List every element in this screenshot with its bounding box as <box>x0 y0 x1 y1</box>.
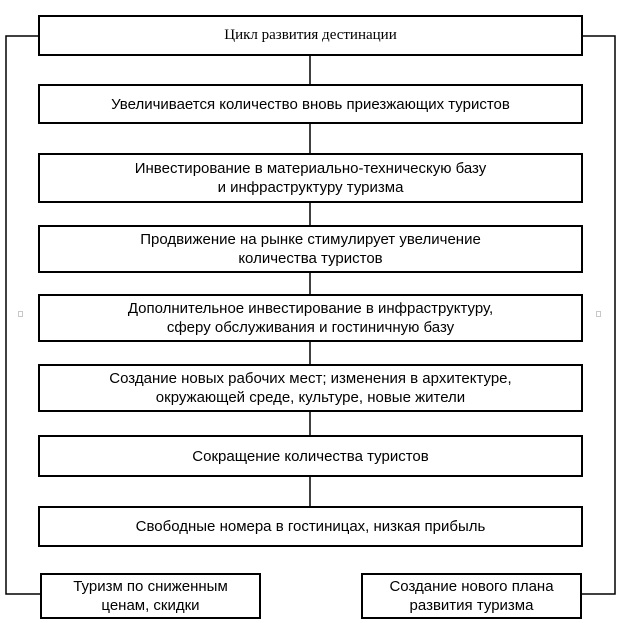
cycle-title: Цикл развития дестинации <box>224 27 397 43</box>
step-box-7 <box>38 506 583 547</box>
step-box-1 <box>38 84 583 124</box>
step-box-5 <box>38 364 583 412</box>
branch-left-line-1: Туризм по сниженным <box>73 578 228 595</box>
step-7-line-1: Свободные номера в гостиницах, низкая прибыль <box>135 518 486 535</box>
branch-box-left <box>40 573 261 619</box>
left-anchor-marker <box>18 311 23 317</box>
step-5-line-2: окружающей среде, культуре, новые жители <box>155 389 466 406</box>
cycle-title-box <box>38 15 583 56</box>
step-4-line-1: Дополнительное инвестирование в инфраструктуру, <box>127 300 494 317</box>
step-1-line-1: Увеличивается количество вновь приезжающих туристов <box>111 95 510 113</box>
step-2-line-2: и инфраструктуру туризма <box>217 179 404 196</box>
step-box-2 <box>38 153 583 203</box>
loop-line-left <box>6 36 40 594</box>
step-box-3 <box>38 225 583 273</box>
step-3-line-1: Продвижение на рынке стимулирует увеличение <box>140 231 481 248</box>
branch-right-line-1: Создание нового плана <box>389 578 554 595</box>
step-3-line-2: количества туристов <box>238 250 383 267</box>
step-box-4 <box>38 294 583 342</box>
branch-left-line-2: ценам, скидки <box>101 597 200 614</box>
right-anchor-marker <box>596 311 601 317</box>
branch-right-line-2: развития туризма <box>409 597 534 614</box>
branch-box-right <box>361 573 582 619</box>
step-box-6 <box>38 435 583 477</box>
step-5-line-1: Создание новых рабочих мест; изменения в архитектуре, <box>109 370 512 387</box>
step-4-line-2: сферу обслуживания и гостиничную базу <box>166 319 455 336</box>
step-6-line-1: Сокращение количества туристов <box>192 447 429 465</box>
step-2-line-1: Инвестирование в материально-техническую базу <box>134 160 487 177</box>
